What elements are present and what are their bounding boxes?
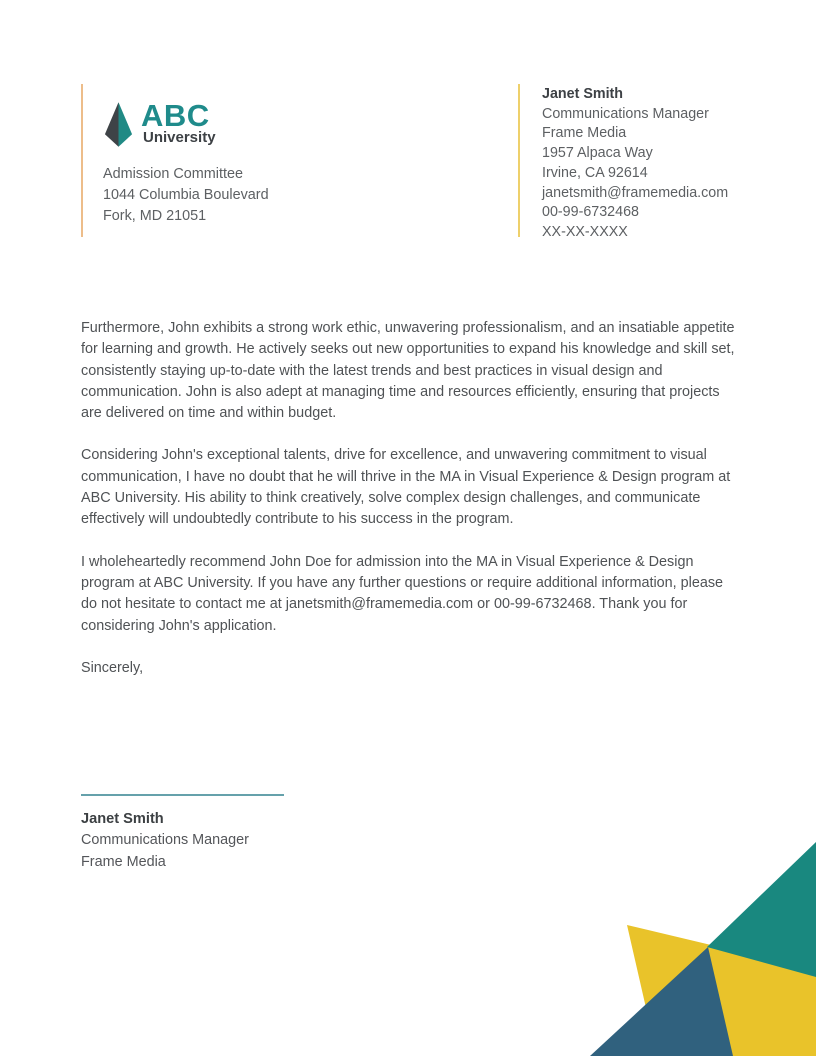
letter-body (81, 318, 741, 700)
sender-street: 1957 Alpaca Way (542, 145, 653, 162)
sender-email: janetsmith@framemedia.com (542, 184, 729, 201)
university-department: Admission Committee (103, 166, 243, 182)
signature-rule (81, 794, 284, 796)
signature-name: Janet Smith (81, 811, 164, 827)
university-block (81, 84, 269, 237)
paragraph: I wholeheartedly recommend John Doe for admission into the MA in Visual Experience & Design program at ABC University. If you have any further questions or require additional information, please do not hesitate to contact me at janetsmith@framemedia.com or 00-99-6732468. Thank you for considering John's application. (81, 553, 724, 634)
corner-triangles-decoration (560, 800, 816, 1056)
signature-title: Communications Manager (81, 832, 249, 849)
kite-logo-icon (103, 102, 134, 147)
logo-wordmark (141, 98, 216, 146)
university-street: 1044 Columbia Boulevard (103, 187, 269, 203)
closing: Sincerely, (81, 659, 144, 676)
university-city: Fork, MD 21051 (103, 208, 207, 224)
logo-university-text: University (143, 129, 216, 146)
sender-phone: 00-99-6732468 (542, 204, 639, 221)
sender-name: Janet Smith (542, 86, 624, 102)
sender-date-placeholder: XX-XX-XXXX (542, 223, 628, 240)
sender-block (518, 84, 729, 240)
sender-company: Frame Media (542, 125, 627, 142)
sender-title: Communications Manager (542, 105, 709, 122)
university-address (103, 164, 269, 227)
logo-abc-text: ABC (141, 98, 210, 133)
signature-company: Frame Media (81, 853, 166, 870)
paragraph: Considering John's exceptional talents, drive for excellence, and unwavering commitment to visual communication, I have no doubt that he will thrive in the MA in Visual Experience & Design program at ABC University. His ability to think creatively, solve complex design challenges, and communicate effectively will undoubtedly contribute to his success in the program. (81, 447, 731, 528)
signature-block (81, 794, 284, 873)
paragraph: Furthermore, John exhibits a strong work ethic, unwavering professionalism, and an insatiable appetite for learning and growth. He actively seeks out new opportunities to expand his knowledge and skill set, consistently staying up-to-date with the latest trends and best practices in visual design and communication. John is also adept at managing time and resources efficiently, ensuring that projects are delivered on time and within budget. (81, 320, 735, 422)
sender-city: Irvine, CA 92614 (542, 164, 648, 181)
university-logo (103, 98, 269, 147)
